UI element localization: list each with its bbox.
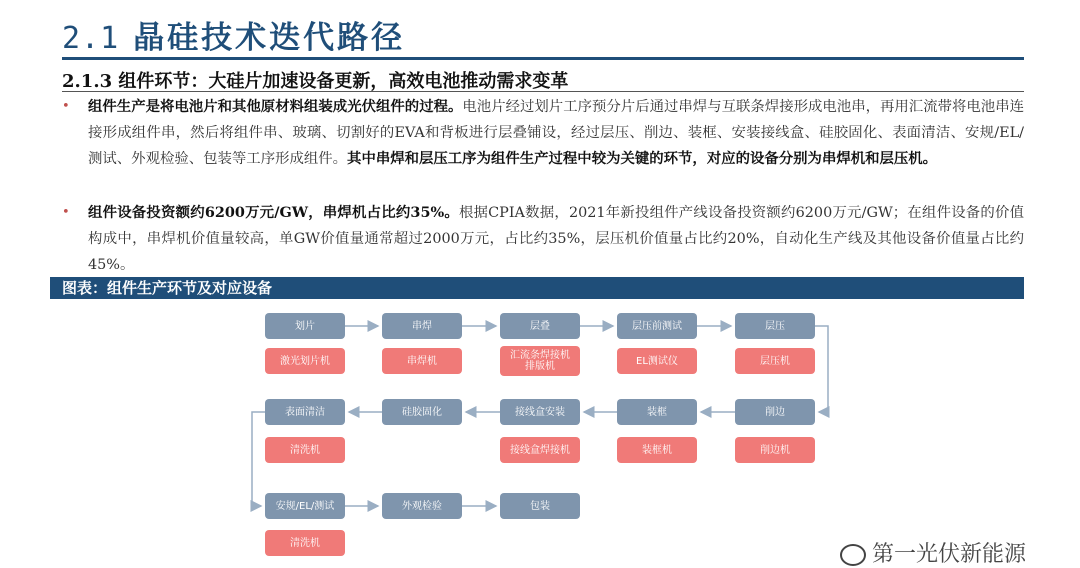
step-pre-lamination-test: 层压前测试 [617,313,697,339]
bullet-dot: • [62,99,70,114]
bullet-2-lead: 组件设备投资额约6200万元/GW，串焊机占比约35%。 [88,204,459,221]
arrow [252,412,265,506]
bullet-1-text: 电池片经过划片工序预分片后通过串焊与互联条焊接形成电池串，再用汇流带将电池串连接形成组件串，然后将组件串、玻璃、切割好的EVA和背板进行层叠铺设，经过层压、削边、装框、安装接线盒、硅胶固化、表面清洁、安规/EL/测试、外观检验、包装等工序形成组件。 [88,99,1024,167]
step-junction-box-install: 接线盒安装 [500,399,580,425]
step-packaging: 包装 [500,493,580,519]
subheading: 2.1.3 组件环节：大硅片加速设备更新，高效电池推动需求变革 [62,71,569,92]
watermark-text: 第一光伏新能源 [872,542,1027,567]
watermark [840,537,1026,568]
equip-edge-trimmer: 削边机 [735,437,815,463]
step-edge-trimming: 削边 [735,399,815,425]
bullet-dot: • [62,205,70,220]
bullet-1-tail: 其中串焊和层压工序为组件生产过程中较为关键的环节，对应的设备分别为串焊机和层压机。 [347,150,938,167]
wechat-icon [840,544,866,566]
step-framing: 装框 [617,399,697,425]
bullet-2-text: 根据CPIA数据，2021年新投组件产线设备投资额约6200万元/GW；在组件设备的价值构成中，串焊机价值量较高，单GW价值量通常超过2000万元，占比约35%，层压机价值量占比约20%，自动化生产线及其他设备价值量占比约45%。 [88,205,1025,273]
equip-el-tester: EL测试仪 [617,348,697,374]
equip-layout-machine-label: 排版机 [525,361,555,372]
step-stringing: 串焊 [382,313,462,339]
equip-laser-scriber: 激光划片机 [265,348,345,374]
section-title: 晶硅技术迭代路径 [133,20,406,56]
step-lamination: 层压 [735,313,815,339]
equip-laminator: 层压机 [735,348,815,374]
equip-busbar-welder-layout [500,346,580,376]
arrow [815,326,828,412]
equip-cleaner: 清洗机 [265,437,345,463]
step-safety-el-test: 安规/EL/测试 [265,493,345,519]
equip-framer: 装框机 [617,437,697,463]
step-scribing: 划片 [265,313,345,339]
step-surface-cleaning: 表面清洁 [265,399,345,425]
step-silicone-curing: 硅胶固化 [382,399,462,425]
section-number: 2.1 [62,21,120,56]
equip-cleaner-2: 清洗机 [265,530,345,556]
figure-title: 图表：组件生产环节及对应设备 [62,279,273,297]
step-layup: 层叠 [500,313,580,339]
equip-junction-box-welder: 接线盒焊接机 [500,437,580,463]
equip-stringer: 串焊机 [382,348,462,374]
equip-busbar-welder-label: 汇流条焊接机 [510,350,570,361]
step-visual-inspection: 外观检验 [382,493,462,519]
bullet-1-lead: 组件生产是将电池片和其他原材料组装成光伏组件的过程。 [88,98,463,115]
